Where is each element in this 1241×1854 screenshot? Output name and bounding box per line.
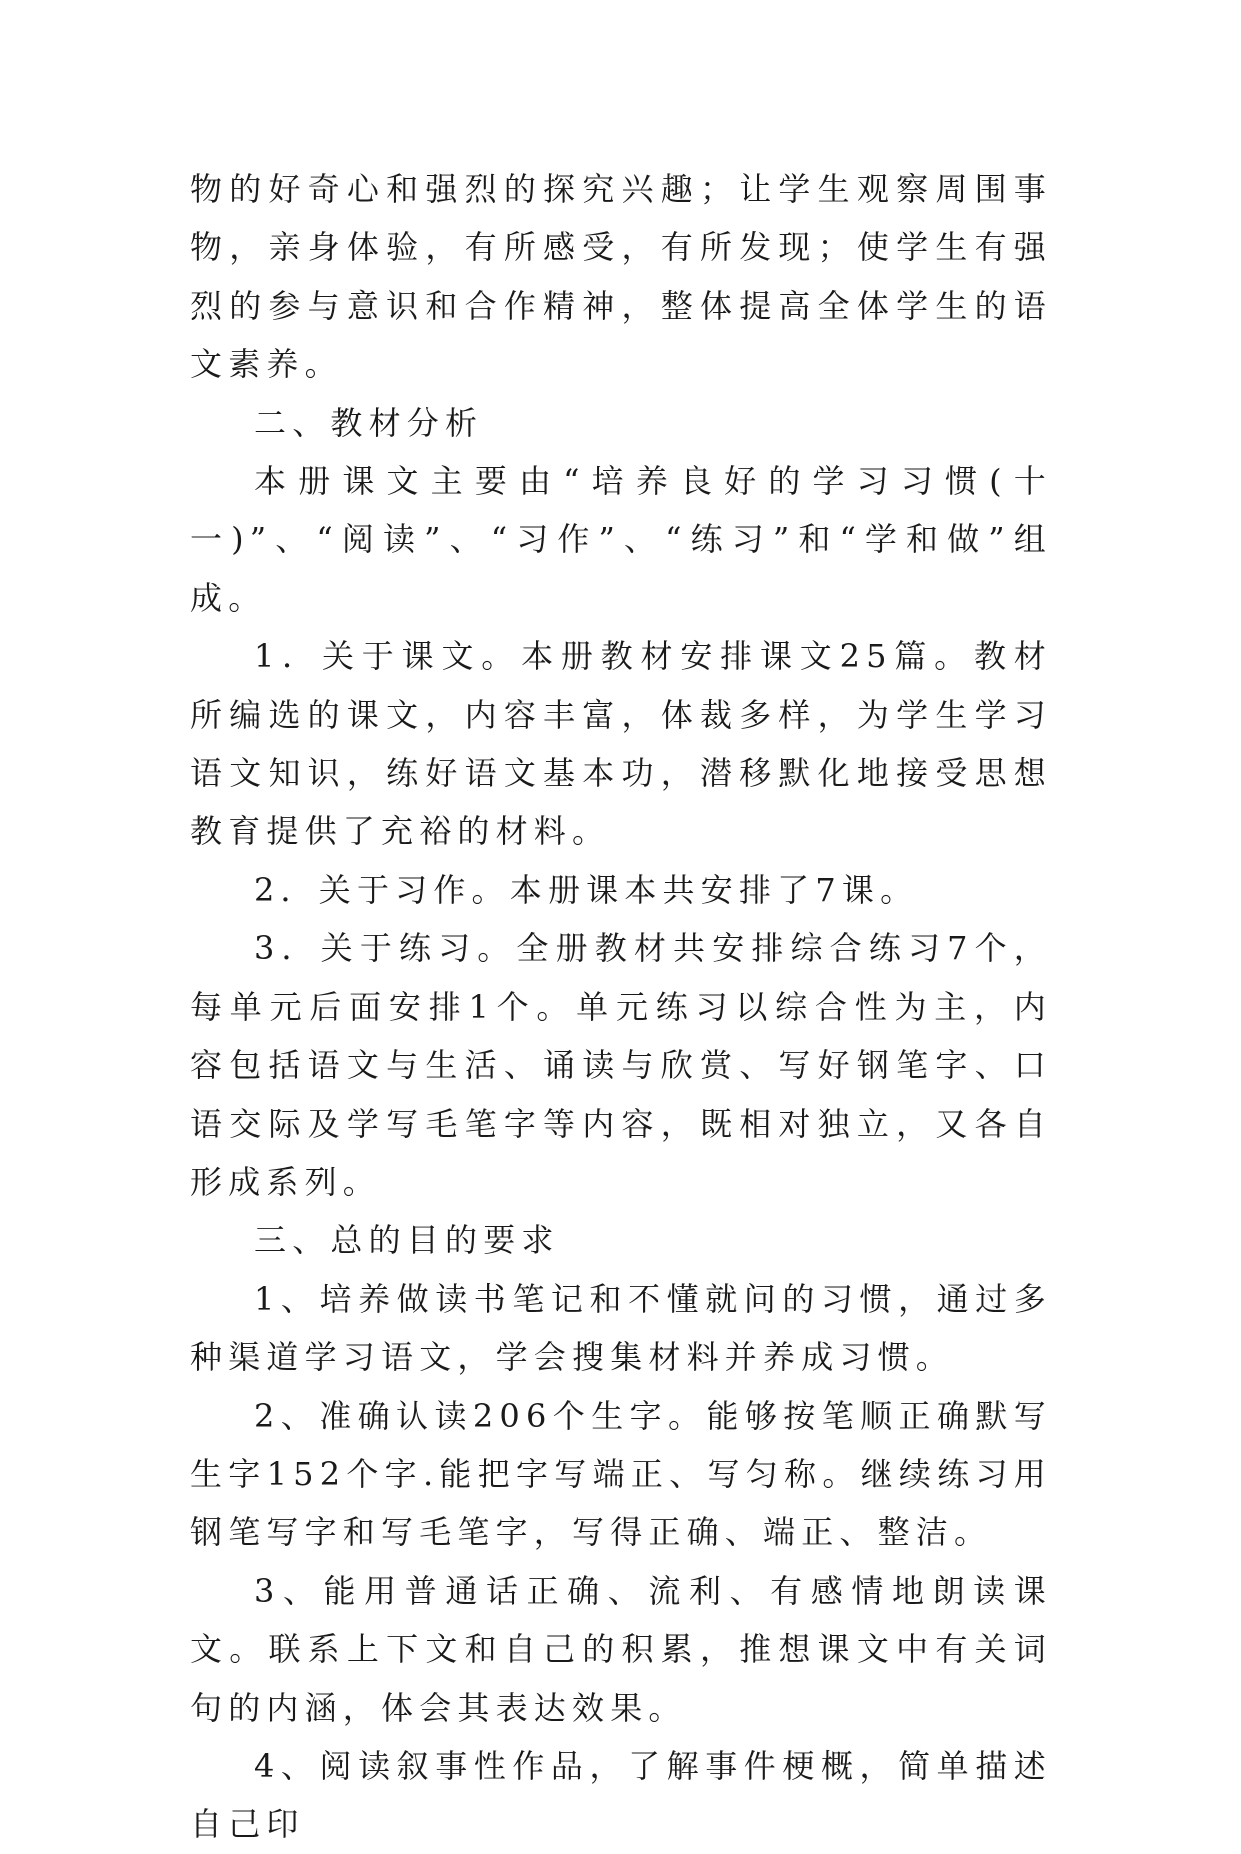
paragraph-continuation: 物的好奇心和强烈的探究兴趣；让学生观察周围事物，亲身体验，有所感受，有所发现；使学生有强烈的参与意识和合作精神，整体提高全体学生的语文素养。 <box>190 170 1052 384</box>
section-heading-textbook-analysis: 二、教材分析 <box>254 403 484 442</box>
paragraph-about-writing: 2．关于习作。本册课本共安排了7课。 <box>254 870 919 909</box>
paragraph-goal-2: 2、准确认读206个生字。能够按笔顺正确默写生字152个字.能把字写端正、写匀称。继续练习用钢笔写字和写毛笔字，写得正确、端正、整洁。 <box>190 1396 1052 1552</box>
paragraph-goal-4: 4、阅读叙事性作品，了解事件梗概，简单描述自己印 <box>190 1746 1052 1844</box>
section-heading-overall-goals: 三、总的目的要求 <box>254 1221 560 1260</box>
paragraph-textbook-composition: 本册课文主要由“培养良好的学习习惯(十一)”、“阅读”、“习作”、“练习”和“学和做”组成。 <box>190 462 1052 617</box>
document-body <box>190 160 1052 1854</box>
paragraph-goal-3: 3、能用普通话正确、流利、有感情地朗读课文。联系上下文和自己的积累，推想课文中有关词句的内涵，体会其表达效果。 <box>190 1571 1052 1727</box>
paragraph-about-texts: 1．关于课文。本册教材安排课文25篇。教材所编选的课文，内容丰富，体裁多样，为学生学习语文知识，练好语文基本功，潜移默化地接受思想教育提供了充裕的材料。 <box>190 637 1052 851</box>
paragraph-about-exercises: 3．关于练习。全册教材共安排综合练习7个，每单元后面安排1个。单元练习以综合性为主，内容包括语文与生活、诵读与欣赏、写好钢笔字、口语交际及学写毛笔字等内容，既相对独立，又各自形成系列。 <box>190 929 1052 1201</box>
paragraph-goal-1: 1、培养做读书笔记和不懂就问的习惯，通过多种渠道学习语文，学会搜集材料并养成习惯。 <box>190 1279 1052 1377</box>
